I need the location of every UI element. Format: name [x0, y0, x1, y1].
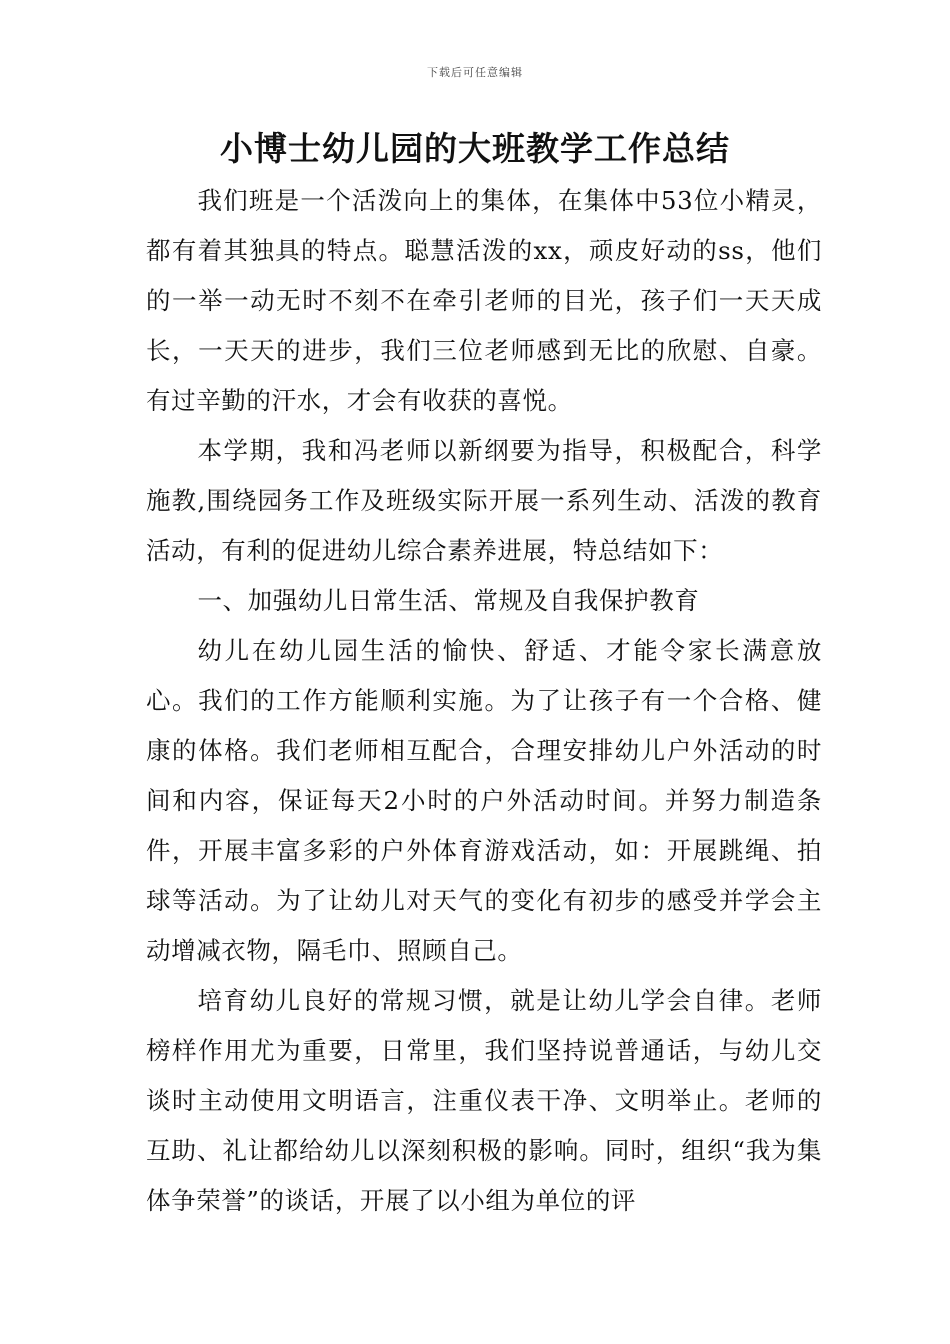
- document-body: [146, 176, 822, 1226]
- paragraph-intro: 我们班是一个活泼向上的集体，在集体中53位小精灵，都有着其独具的特点。聪慧活泼的xx，顽皮好动的ss，他们的一举一动无时不刻不在牵引老师的目光，孩子们一天天成长，一天天的进步，我们三位老师感到无比的欣慰、自豪。有过辛勤的汗水，才会有收获的喜悦。: [146, 186, 822, 415]
- paragraph-daily-life: 幼儿在幼儿园生活的愉快、舒适、才能令家长满意放心。我们的工作方能顺利实施。为了让孩子有一个合格、健康的体格。我们老师相互配合，合理安排幼儿户外活动的时间和内容，保证每天2小时的户外活动时间。并努力制造条件，开展丰富多彩的户外体育游戏活动，如：开展跳绳、拍球等活动。为了让幼儿对天气的变化有初步的感受并学会主动增减衣物，隔毛巾、照顾自己。: [146, 636, 822, 965]
- document-title: 小博士幼儿园的大班教学工作总结: [220, 129, 730, 168]
- section-heading-1: 一、加强幼儿日常生活、常规及自我保护教育: [197, 586, 700, 615]
- paragraph-semester: 本学期，我和冯老师以新纲要为指导，积极配合，科学施教,围绕园务工作及班级实际开展一系列生动、活泼的教育活动，有利的促进幼儿综合素养进展，特总结如下：: [146, 436, 822, 565]
- header-note: 下载后可任意编辑: [427, 66, 523, 79]
- paragraph-habits: 培育幼儿良好的常规习惯，就是让幼儿学会自律。老师榜样作用尤为重要，日常里，我们坚持说普通话，与幼儿交谈时主动使用文明语言，注重仪表干净、文明举止。老师的互助、礼让都给幼儿以深刻积极的影响。同时，组织“我为集体争荣誉”的谈话，开展了以小组为单位的评: [146, 986, 822, 1215]
